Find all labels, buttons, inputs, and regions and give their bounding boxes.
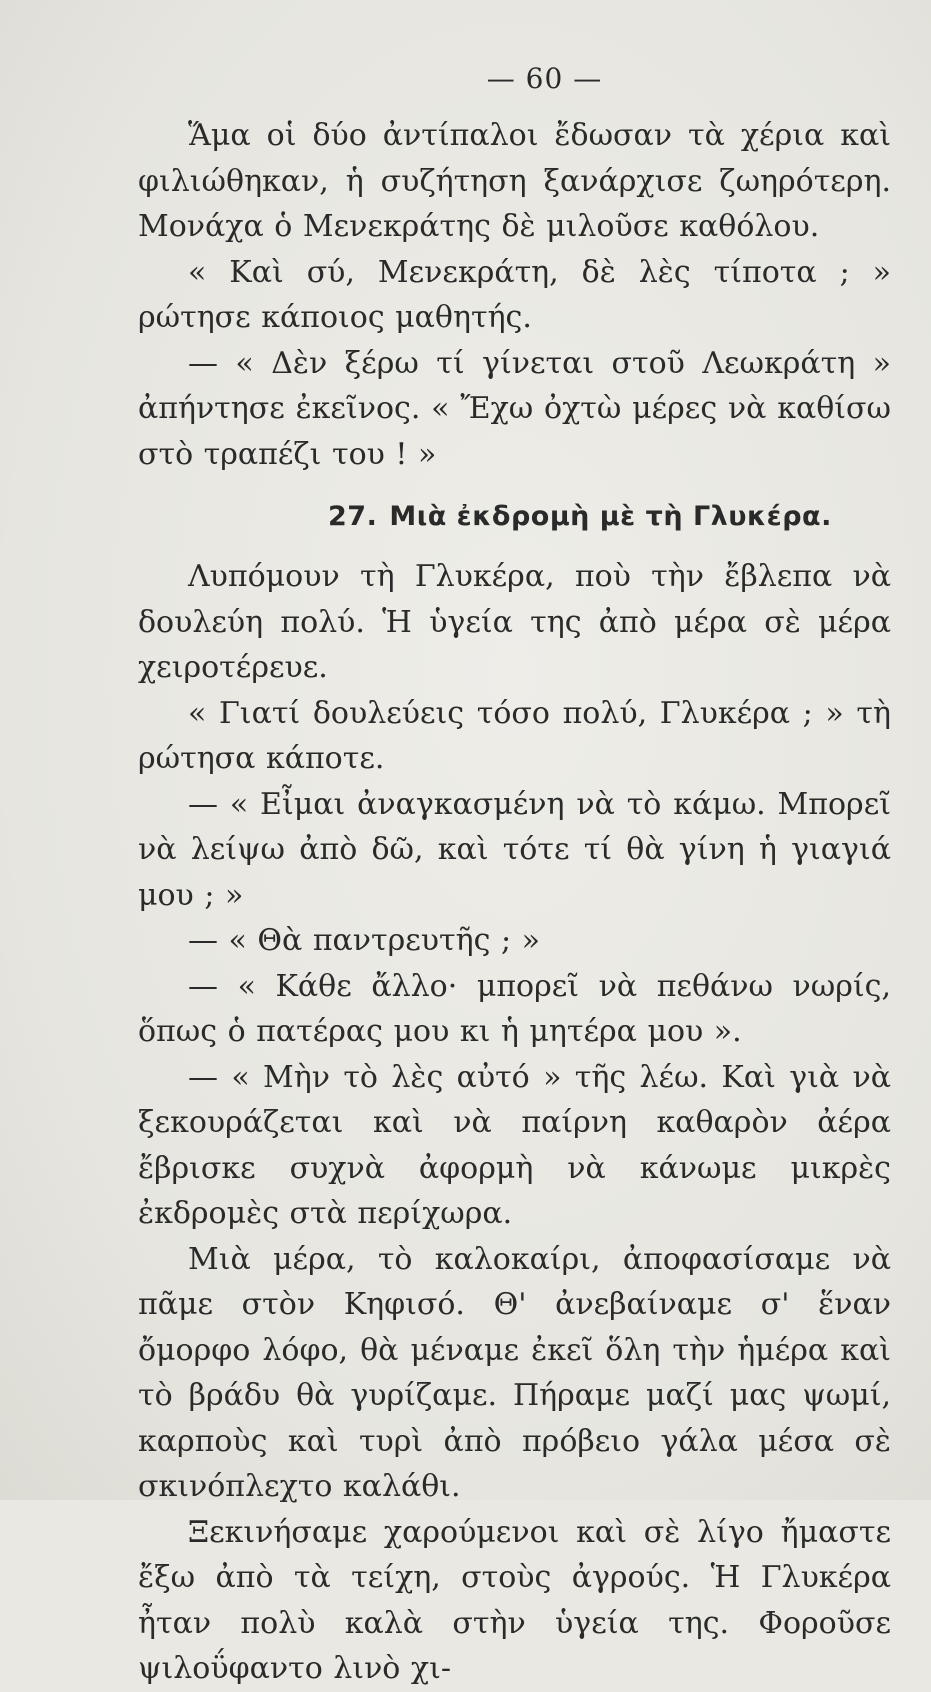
text-block-bottom	[138, 554, 891, 1692]
paragraph: — « Δὲν ξέρω τί γίνεται στοῦ Λεωκράτη » ἀπήντησε ἐκεῖνος. « Ἔχω ὀχτὼ μέρες νὰ καθίσω στὸ τραπέζι του ! »	[138, 345, 891, 472]
section-number: 27.	[328, 501, 378, 532]
paragraph: Ξεκινήσαμε χαρούμενοι καὶ σὲ λίγο ἤμαστε ἔξω ἀπὸ τὰ τείχη, στοὺς ἀγρούς. Ἡ Γλυκέρα ἦταν πολὺ καλὰ στὴν ὑγεία της. Φοροῦσε ψιλοΰφαντο λινὸ χι-	[138, 1514, 891, 1686]
paragraph: Λυπόμουν τὴ Γλυκέρα, ποὺ τὴν ἔβλεπα νὰ δουλεύη πολύ. Ἡ ὑγεία της ἀπὸ μέρα σὲ μέρα χειροτέρευε.	[138, 559, 891, 685]
paragraph: — « Θὰ παντρευτῆς ; »	[188, 923, 540, 958]
page-number: — 60 —	[486, 62, 603, 95]
text-block-top	[138, 113, 891, 477]
paragraph: « Καὶ σύ, Μενεκράτη, δὲ λὲς τίποτα ; » ρώτησε κάποιος μαθητής.	[138, 254, 891, 335]
paragraph: Ἅμα οἱ δύο ἀντίπαλοι ἔδωσαν τὰ χέρια καὶ φιλιώθηκαν, ἡ συζήτηση ξανάρχισε ζωηρότερη. Μονάχα ὁ Μενεκράτης δὲ μιλοῦσε καθόλου.	[138, 118, 891, 244]
section-title: Μιὰ ἐκδρομὴ μὲ τὴ Γλυκέρα.	[389, 501, 832, 532]
paragraph: Μιὰ μέρα, τὸ καλοκαίρι, ἀποφασίσαμε νὰ πᾶμε στὸν Κηφισό. Θ' ἀνεβαίναμε σ' ἕναν ὄμορφο λόφο, θὰ μέναμε ἐκεῖ ὅλη τὴν ἡμέρα καὶ τὸ βράδυ θὰ γυρίζαμε. Πήραμε μαζί μας ψωμί, καρποὺς καὶ τυρὶ ἀπὸ πρόβειο γάλα μέσα σὲ σκινόπλεχτο καλάθι.	[138, 1241, 891, 1504]
paragraph: — « Εἶμαι ἀναγκασμένη νὰ τὸ κάμω. Μπορεῖ νὰ λείψω ἀπὸ δῶ, καὶ τότε τί θὰ γίνη ἡ γιαγιά μου ; »	[138, 786, 891, 913]
paragraph: « Γιατί δουλεύεις τόσο πολύ, Γλυκέρα ; » τὴ ρώτησα κάποτε.	[138, 695, 891, 776]
paragraph: — « Κάθε ἄλλο· μπορεῖ νὰ πεθάνω νωρίς, ὅπως ὁ πατέρας μου κι ἡ μητέρα μου ».	[138, 968, 891, 1049]
paragraph: — « Μὴν τὸ λὲς αὐτό » τῆς λέω. Καὶ γιὰ νὰ ξεκουράζεται καὶ νὰ παίρνη καθαρὸν ἀέρα ἔβρισκε συχνὰ ἀφορμὴ νὰ κάνωμε μικρὲς ἐκδρομὲς στὰ περίχωρα.	[138, 1059, 891, 1231]
section-heading	[328, 501, 891, 532]
